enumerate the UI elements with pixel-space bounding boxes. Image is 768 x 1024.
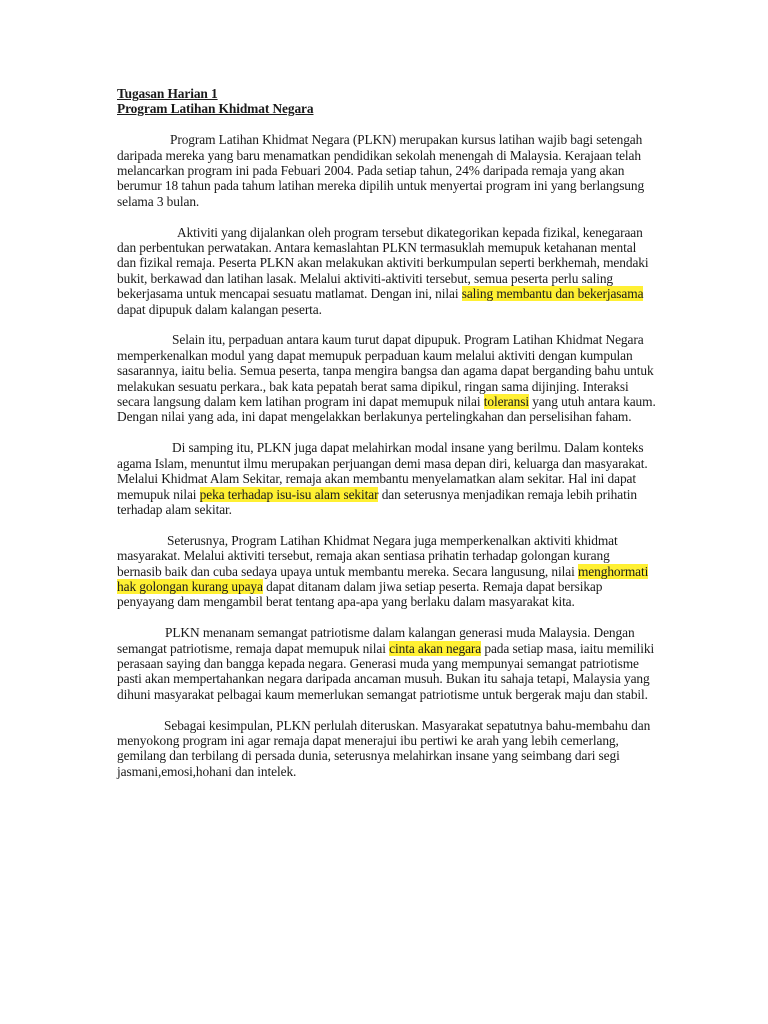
document-heading-1: Tugasan Harian 1 [117,86,218,101]
paragraph-5 [117,533,657,610]
paragraph-6-text-b: pada setiap masa, iaitu memiliki perasaan saying dan bangga kepada negara. Generasi muda yang mempunyai semangat patriotisme pasti akan mempertahankan negara daripada ancaman musuh. Bukan itu sahaja tetapi, Malaysia yang dihuni masyarakat pelbagai kaum memerlukan semangat patriotisme untuk bergerak maju dan stabil. [117,640,655,702]
paragraph-1: Program Latihan Khidmat Negara (PLKN) merupakan kursus latihan wajib bagi setengah daripada mereka yang baru menamatkan pendidikan sekolah menengah di Malaysia. Kerajaan telah melancarkan program ini pada Febuari 2004. Pada setiap tahun, 24% daripada remaja yang akan berumur 18 tahun pada tahum latihan mereka dipilih untuk menyertai program ini yang berlangsung selama 3 bulan. [117,132,645,209]
paragraph-4-text-a: Di samping itu, PLKN juga dapat melahirkan modal insane yang berilmu. Dalam konteks agama Islam, menuntut ilmu merupakan perjuangan demi masa depan diri, keluarga dan masyarakat. Melalui Khidmat Alam Sekitar, remaja akan membantu menyelamatkan alam sekitar. Hal ini dapat memupuk nilai [117,440,648,502]
highlight-cinta-akan-negara: cinta akan negara [389,640,482,656]
paragraph-5-text-a: Seterusnya, Program Latihan Khidmat Negara juga memperkenalkan aktiviti khidmat masyarakat. Melalui aktiviti tersebut, remaja akan sentiasa prihatin terhadap golongan kurang bernasib baik dan cuba sedaya upaya untuk membantu mereka. Secara langusung, nilai [117,532,618,579]
paragraph-2-text-b: dapat dipupuk dalam kalangan peserta. [117,301,322,317]
paragraph-4-text-b: dan seterusnya menjadikan remaja lebih prihatin terhadap alam sekitar. [117,486,637,517]
document-page [117,86,657,795]
paragraph-5-text-b: dapat ditanam dalam jiwa setiap peserta. Remaja dapat bersikap penyayang dam mengambil berat tentang apa-apa yang berlaku dalam masyarakat kita. [117,578,603,610]
document-heading-2: Program Latihan Khidmat Negara [117,101,314,117]
highlight-menghormati-hak: menghormati hak golongan kurang upaya [117,563,649,594]
paragraph-2-text-a: Aktiviti yang dijalankan oleh program tersebut dikategorikan kepada fizikal, kenegaraan dan perbentukan perwatakan. Antara kemaslahtan PLKN termasuklah memupuk ketahanan mental dan fizikal remaja. Peserta PLKN akan melakukan aktiviti berkumpulan seperti berkhemah, mendaki bukit, berkawad dan latihan lasak. Melalui aktiviti-aktiviti tersebut, semua peserta perlu saling bekerjasama untuk mencapai sesuatu matlamat. Dengan ini, nilai [117,224,649,302]
paragraph-3 [117,332,657,424]
highlight-saling-membantu: saling membantu dan bekerjasama [461,286,644,302]
paragraph-3-text-b: yang utuh antara kaum. Dengan nilai yang ada, ini dapat mengelakkan berlakunya pertelingkahan dan perselisihan faham. [117,394,656,425]
paragraph-4 [117,440,657,517]
paragraph-3-text-a: Selain itu, perpaduan antara kaum turut dapat dipupuk. Program Latihan Khidmat Negara memperkenalkan modul yang dapat memupuk perpaduan kaum melalui aktiviti dengan kumpulan sasarannya, iaitu belia. Semua peserta, tanpa mengira bangsa dan agama dapat berganding bahu untuk melakukan sesuatu perkara., bak kata pepatah berat sama dipikul, ringan sama dijinjing. Interaksi secara langsung dalam kem latihan program ini dapat memupuk nilai [117,332,654,410]
paragraph-7: Sebagai kesimpulan, PLKN perlulah diteruskan. Masyarakat sepatutnya bahu-membahu dan menyokong program ini agar remaja dapat menerajui ibu pertiwi ke arah yang lebih cemerlang, gemilang dan terbilang di persada dunia, seterusnya melahirkan insane yang seimbang dari segi jasmani,emosi,hohani dan intelek. [117,717,651,779]
paragraph-6 [117,625,657,702]
paragraph-2 [117,225,657,317]
paragraph-6-text-a: PLKN menanam semangat patriotisme dalam kalangan generasi muda Malaysia. Dengan semangat patriotisme, remaja dapat memupuk nilai [117,625,635,656]
highlight-toleransi: toleransi [483,394,529,410]
highlight-peka-alam-sekitar: peka terhadap isu-isu alam sekitar [199,486,379,502]
